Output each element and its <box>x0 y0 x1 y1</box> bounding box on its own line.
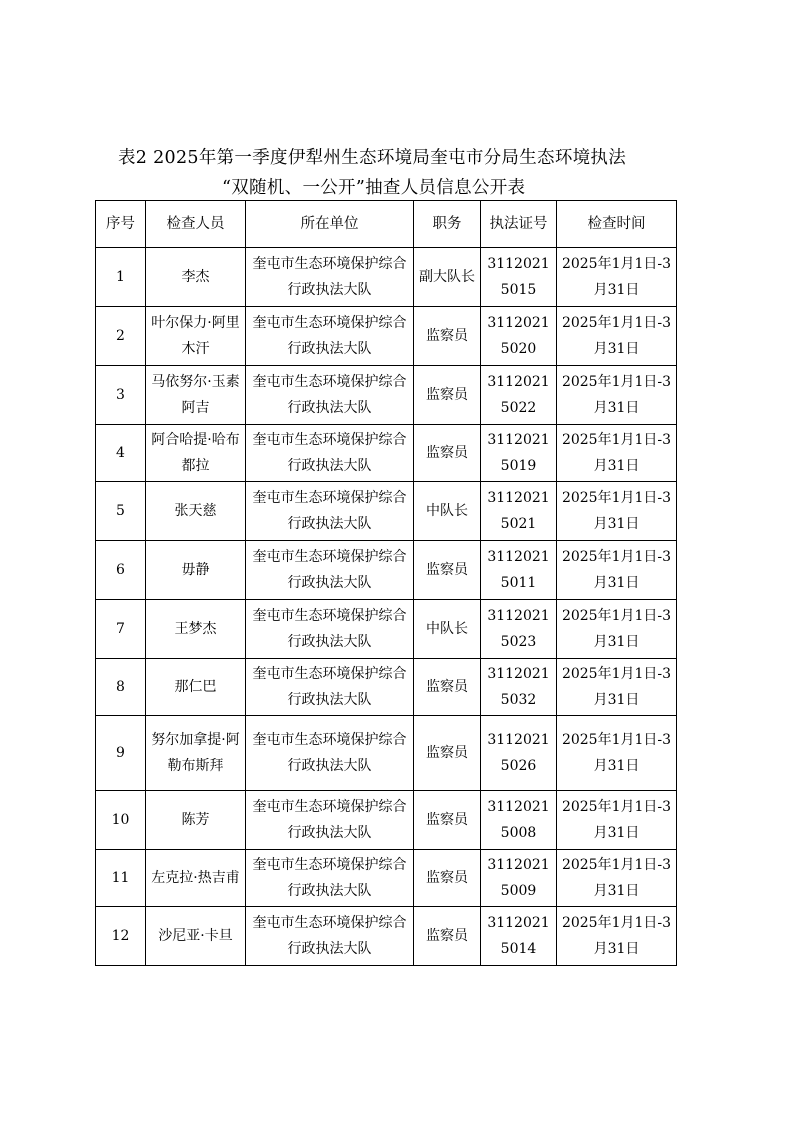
cell-serial-number: 11 <box>96 850 146 907</box>
cell-inspector-name: 王梦杰 <box>146 600 246 659</box>
cell-serial-number: 7 <box>96 600 146 659</box>
cell-position: 监察员 <box>414 716 481 791</box>
cell-inspector-name: 毋静 <box>146 541 246 600</box>
header-certificate-number: 执法证号 <box>481 201 557 248</box>
table-row <box>96 307 677 366</box>
document-title-line-1: 表2 2025年第一季度伊犁州生态环境局奎屯市分局生态环境执法 <box>118 148 627 168</box>
cell-unit: 奎屯市生态环境保护综合行政执法大队 <box>246 366 414 425</box>
cell-position: 中队长 <box>414 600 481 659</box>
table-row <box>96 366 677 425</box>
cell-position: 监察员 <box>414 307 481 366</box>
cell-inspector-name: 张天慈 <box>146 482 246 541</box>
cell-position: 监察员 <box>414 541 481 600</box>
table-row <box>96 716 677 791</box>
cell-inspection-period: 2025年1月1日-3月31日 <box>557 307 677 366</box>
cell-certificate-number: 31120215020 <box>481 307 557 366</box>
cell-inspection-period: 2025年1月1日-3月31日 <box>557 907 677 966</box>
table-row <box>96 425 677 482</box>
cell-serial-number: 8 <box>96 659 146 716</box>
cell-serial-number: 12 <box>96 907 146 966</box>
table-row <box>96 659 677 716</box>
cell-inspector-name: 左克拉·热吉甫 <box>146 850 246 907</box>
cell-unit: 奎屯市生态环境保护综合行政执法大队 <box>246 600 414 659</box>
cell-unit: 奎屯市生态环境保护综合行政执法大队 <box>246 850 414 907</box>
cell-position: 监察员 <box>414 366 481 425</box>
document-title-line-2: “双随机、一公开”抽查人员信息公开表 <box>222 178 526 198</box>
table-row <box>96 482 677 541</box>
cell-unit: 奎屯市生态环境保护综合行政执法大队 <box>246 425 414 482</box>
cell-inspection-period: 2025年1月1日-3月31日 <box>557 850 677 907</box>
header-inspector: 检查人员 <box>146 201 246 248</box>
cell-unit: 奎屯市生态环境保护综合行政执法大队 <box>246 307 414 366</box>
cell-inspection-period: 2025年1月1日-3月31日 <box>557 248 677 307</box>
cell-unit: 奎屯市生态环境保护综合行政执法大队 <box>246 791 414 850</box>
cell-serial-number: 9 <box>96 716 146 791</box>
cell-inspector-name: 沙尼亚·卡旦 <box>146 907 246 966</box>
table-row <box>96 850 677 907</box>
cell-inspector-name: 叶尔保力·阿里木汗 <box>146 307 246 366</box>
table-row <box>96 248 677 307</box>
cell-certificate-number: 31120215021 <box>481 482 557 541</box>
cell-inspector-name: 阿合哈提·哈布都拉 <box>146 425 246 482</box>
cell-serial-number: 6 <box>96 541 146 600</box>
cell-certificate-number: 31120215014 <box>481 907 557 966</box>
cell-certificate-number: 31120215022 <box>481 366 557 425</box>
header-serial-number: 序号 <box>96 201 146 248</box>
cell-position: 副大队长 <box>414 248 481 307</box>
header-unit: 所在单位 <box>246 201 414 248</box>
cell-inspection-period: 2025年1月1日-3月31日 <box>557 482 677 541</box>
cell-inspector-name: 陈芳 <box>146 791 246 850</box>
cell-certificate-number: 31120215023 <box>481 600 557 659</box>
cell-certificate-number: 31120215015 <box>481 248 557 307</box>
table-header-row <box>96 201 677 248</box>
cell-inspection-period: 2025年1月1日-3月31日 <box>557 716 677 791</box>
cell-position: 监察员 <box>414 907 481 966</box>
table-row <box>96 907 677 966</box>
cell-inspector-name: 李杰 <box>146 248 246 307</box>
cell-unit: 奎屯市生态环境保护综合行政执法大队 <box>246 659 414 716</box>
cell-serial-number: 5 <box>96 482 146 541</box>
table-row <box>96 791 677 850</box>
cell-inspection-period: 2025年1月1日-3月31日 <box>557 425 677 482</box>
cell-inspector-name: 那仁巴 <box>146 659 246 716</box>
cell-inspector-name: 马依努尔·玉素阿吉 <box>146 366 246 425</box>
cell-position: 中队长 <box>414 482 481 541</box>
cell-certificate-number: 31120215032 <box>481 659 557 716</box>
header-inspection-period: 检查时间 <box>557 201 677 248</box>
table-row <box>96 541 677 600</box>
cell-unit: 奎屯市生态环境保护综合行政执法大队 <box>246 716 414 791</box>
cell-unit: 奎屯市生态环境保护综合行政执法大队 <box>246 907 414 966</box>
cell-certificate-number: 31120215026 <box>481 716 557 791</box>
cell-position: 监察员 <box>414 791 481 850</box>
cell-inspection-period: 2025年1月1日-3月31日 <box>557 541 677 600</box>
cell-inspector-name: 努尔加拿提·阿勒布斯拜 <box>146 716 246 791</box>
cell-unit: 奎屯市生态环境保护综合行政执法大队 <box>246 248 414 307</box>
cell-inspection-period: 2025年1月1日-3月31日 <box>557 366 677 425</box>
cell-serial-number: 2 <box>96 307 146 366</box>
table-row <box>96 600 677 659</box>
cell-certificate-number: 31120215011 <box>481 541 557 600</box>
cell-unit: 奎屯市生态环境保护综合行政执法大队 <box>246 541 414 600</box>
cell-inspection-period: 2025年1月1日-3月31日 <box>557 600 677 659</box>
inspection-personnel-table <box>95 200 677 966</box>
cell-position: 监察员 <box>414 850 481 907</box>
cell-unit: 奎屯市生态环境保护综合行政执法大队 <box>246 482 414 541</box>
cell-certificate-number: 31120215009 <box>481 850 557 907</box>
cell-serial-number: 3 <box>96 366 146 425</box>
cell-serial-number: 1 <box>96 248 146 307</box>
cell-position: 监察员 <box>414 659 481 716</box>
cell-position: 监察员 <box>414 425 481 482</box>
cell-serial-number: 4 <box>96 425 146 482</box>
header-position: 职务 <box>414 201 481 248</box>
cell-certificate-number: 31120215008 <box>481 791 557 850</box>
cell-serial-number: 10 <box>96 791 146 850</box>
cell-certificate-number: 31120215019 <box>481 425 557 482</box>
cell-inspection-period: 2025年1月1日-3月31日 <box>557 659 677 716</box>
cell-inspection-period: 2025年1月1日-3月31日 <box>557 791 677 850</box>
